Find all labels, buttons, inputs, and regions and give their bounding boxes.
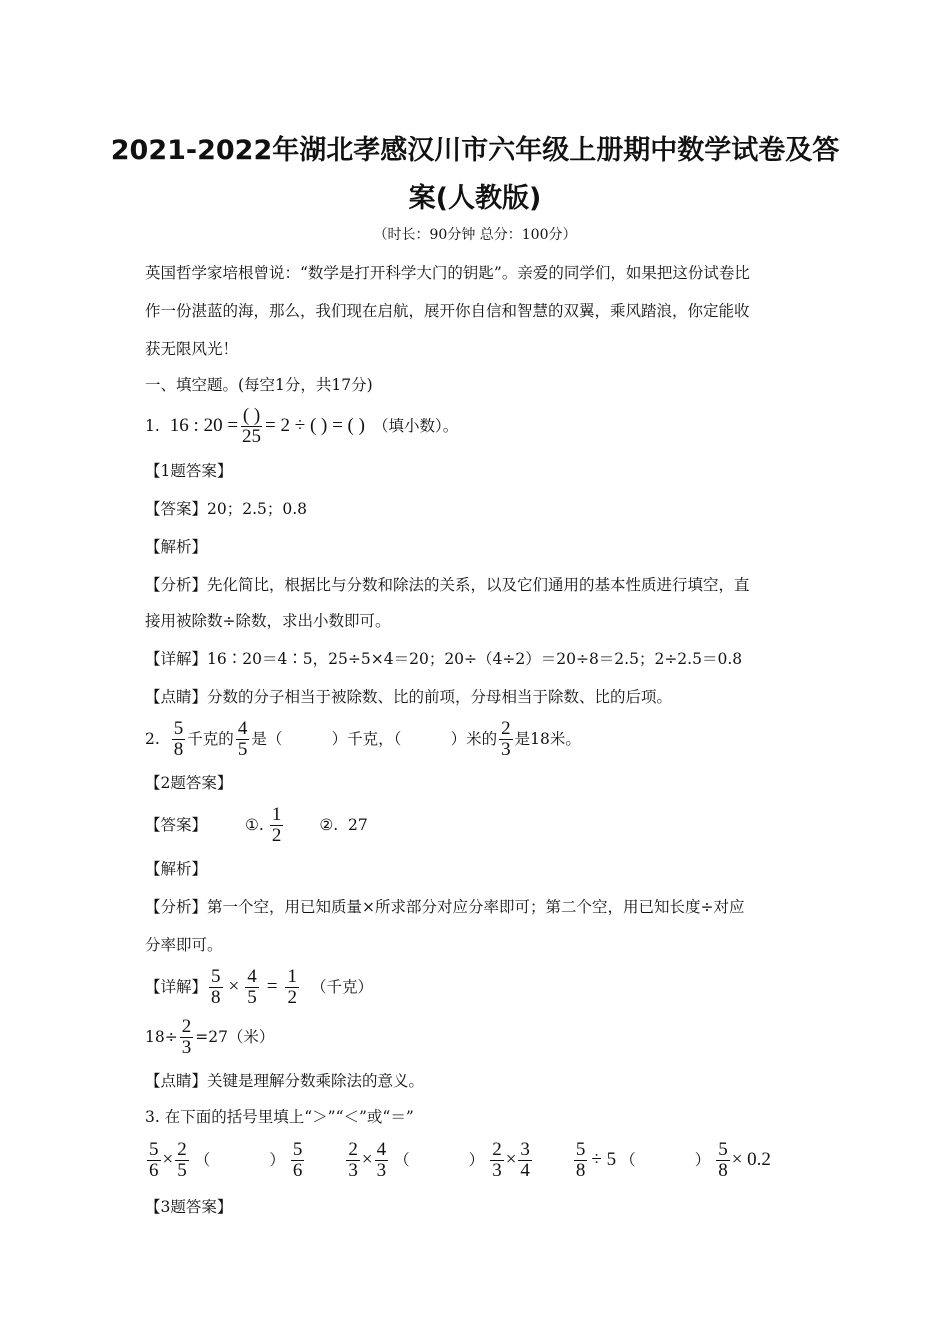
- fraction-numerator: 2: [181, 1015, 192, 1037]
- times-sign: ×: [162, 1149, 174, 1170]
- expression-text: =27（米）: [195, 1028, 275, 1046]
- analysis-header-1: 【解析】: [145, 538, 208, 556]
- fraction-denominator: 4: [520, 1159, 530, 1181]
- fraction-denominator: 8: [575, 1159, 586, 1181]
- multiplication-term: × 0.2: [731, 1149, 771, 1170]
- fraction-numerator: 2: [492, 1138, 502, 1160]
- fraction-numerator: 5: [211, 965, 221, 987]
- times-sign: ×: [505, 1149, 517, 1170]
- exam-meta: （时长：90分钟 总分：100分）: [373, 227, 577, 243]
- doc-title-line2: 案(人教版): [408, 183, 542, 214]
- fraction: [285, 967, 299, 1008]
- fraction-numerator: 5: [575, 1138, 586, 1160]
- fraction: [291, 1140, 305, 1181]
- detail-2: [145, 964, 373, 1010]
- tip-2: 【点睛】关键是理解分数乘除法的意义。: [145, 1072, 425, 1090]
- fraction-denominator: 5: [237, 738, 248, 760]
- fraction-numerator: 4: [237, 717, 248, 739]
- fraction-denominator: 5: [247, 986, 257, 1008]
- question-number: 2.: [145, 730, 160, 748]
- fraction-denominator: 8: [211, 986, 221, 1008]
- fraction-denominator: 8: [718, 1159, 728, 1181]
- question-number: 1.: [145, 417, 160, 435]
- fraction: [172, 719, 186, 760]
- analysis-header-2: 【解析】: [145, 860, 208, 878]
- comparison-blank[interactable]: （ ）: [394, 1151, 485, 1169]
- fraction-denominator: 3: [348, 1159, 358, 1181]
- fraction: [180, 1017, 194, 1058]
- comparison-blank[interactable]: （ ）: [620, 1151, 711, 1169]
- fraction: [518, 1140, 532, 1181]
- fraction-numerator: 5: [292, 1138, 303, 1160]
- fraction: [175, 1140, 189, 1181]
- fraction-numerator: 5: [173, 717, 184, 739]
- fraction: [245, 967, 259, 1008]
- detail-1: 【详解】16∶20＝4∶5，25÷5×4＝20；20÷（4÷2）＝20÷8＝2.5；2÷2.5＝0.8: [145, 650, 743, 668]
- fraction-denominator: 6: [149, 1159, 159, 1181]
- fraction: [375, 1140, 389, 1181]
- intro-line-2: 作一份湛蓝的海，那么，我们现在启航，展开你自信和智慧的双翼，乘风踏浪，你定能收: [145, 302, 750, 320]
- analysis-2-line-2: 分率即可。: [145, 936, 223, 954]
- detail-label: 【详解】: [145, 978, 208, 996]
- fraction: [147, 1140, 161, 1181]
- intro-line-1: 英国哲学家培根曾说：“数学是打开科学大门的钥匙”。亲爱的同学们，如果把这份试卷比: [145, 264, 750, 282]
- times-sign: ×: [228, 976, 240, 997]
- fraction-numerator: 5: [149, 1138, 159, 1160]
- answer-2: [145, 802, 368, 848]
- fraction-numerator: ( ): [242, 404, 261, 426]
- fraction: [236, 719, 250, 760]
- fraction-denominator: 2: [287, 986, 297, 1008]
- fraction-denominator: 3: [501, 738, 511, 760]
- times-sign: ×: [361, 1149, 373, 1170]
- doc-title-line1: 2021-2022年湖北孝感汉川市六年级上册期中数学试卷及答: [110, 135, 840, 166]
- fraction-numerator: 2: [501, 717, 511, 739]
- analysis-1-line-2: 接用被除数÷除数，求出小数即可。: [145, 612, 391, 630]
- unit-label: （千克）: [310, 978, 373, 996]
- fraction-numerator: 1: [287, 965, 297, 987]
- fraction-denominator: 3: [181, 1036, 192, 1058]
- fraction-denominator: 5: [177, 1159, 187, 1181]
- fraction-numerator: 5: [718, 1138, 728, 1160]
- fraction-denominator: 8: [173, 738, 184, 760]
- analysis-2-line-1: 【分析】第一个空，用已知质量×所求部分对应分率即可；第二个空，用已知长度÷对应: [145, 898, 745, 916]
- answer-1: 【答案】20；2.5；0.8: [145, 500, 308, 518]
- fraction: [499, 719, 513, 760]
- analysis-1-line-1: 【分析】先化简比，根据比与分数和除法的关系，以及它们通用的基本性质进行填空，直: [145, 576, 750, 594]
- fraction-denominator: 3: [376, 1159, 387, 1181]
- question-3-comparisons: [145, 1136, 771, 1184]
- division-term: ÷ 5: [591, 1149, 617, 1170]
- question-3-prompt: 3. 在下面的括号里填上“＞”“＜”或“＝”: [145, 1108, 414, 1126]
- fraction-denominator: 2: [271, 824, 282, 846]
- ratio-expression: 16 : 20 =: [169, 415, 239, 436]
- question-2: [145, 716, 581, 762]
- question-text: 千克的: [187, 730, 234, 748]
- fraction: [716, 1140, 730, 1181]
- fraction-numerator: 3: [520, 1138, 530, 1160]
- section-heading: 一、填空题。(每空1分，共17分): [145, 376, 373, 394]
- fraction-numerator: 1: [271, 803, 282, 825]
- fraction-numerator: 4: [376, 1138, 387, 1160]
- expression-text: 18÷: [145, 1028, 178, 1046]
- blank-fraction: [240, 406, 263, 447]
- answer-marker: ①.: [245, 816, 264, 834]
- fraction-denominator: 25: [242, 425, 262, 447]
- question-note: （填小数）。: [372, 417, 459, 435]
- question-text: 是（ ）千克，（ ）米的: [251, 730, 498, 748]
- fraction: [346, 1140, 360, 1181]
- answer-fraction: [270, 805, 284, 846]
- answer-label: 【答案】: [145, 816, 208, 834]
- fraction: [490, 1140, 504, 1181]
- tip-1: 【点睛】分数的分子相当于被除数、比的前项，分母相当于除数、比的后项。: [145, 688, 673, 706]
- equals-sign: =: [266, 976, 278, 997]
- comparison-blank[interactable]: （ ）: [194, 1151, 285, 1169]
- answer-header-3: 【3题答案】: [145, 1198, 233, 1216]
- fraction-numerator: 2: [348, 1138, 358, 1160]
- intro-line-3: 获无限风光！: [145, 340, 239, 358]
- fraction: [209, 967, 223, 1008]
- fraction-numerator: 2: [177, 1138, 187, 1160]
- fraction: [574, 1140, 588, 1181]
- division-expression: = 2 ÷ ( ) = ( ): [265, 415, 365, 436]
- answer-header-1: 【1题答案】: [145, 462, 233, 480]
- fraction-numerator: 4: [247, 965, 257, 987]
- fraction-denominator: 3: [492, 1159, 502, 1181]
- answer-value: ②. 27: [319, 816, 368, 834]
- question-text: 是18米。: [514, 730, 581, 748]
- fraction-denominator: 6: [292, 1159, 303, 1181]
- question-1: [145, 404, 458, 448]
- detail-2-line-2: [145, 1014, 274, 1060]
- answer-header-2: 【2题答案】: [145, 774, 233, 792]
